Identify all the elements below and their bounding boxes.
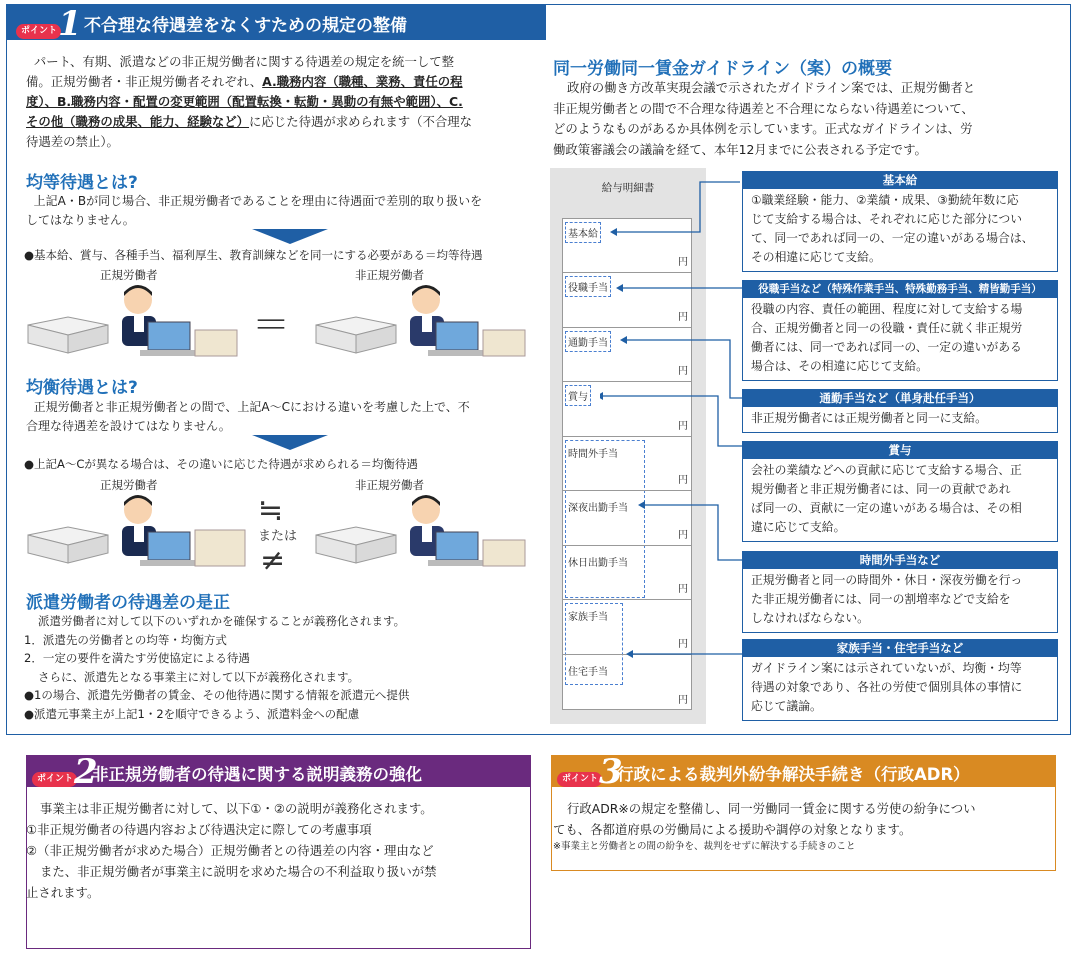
svg-text:または: または (258, 529, 298, 544)
point2-text: 事業主は非正規労働者に対して、以下①・②の説明が義務化されます。 ①非正規労働者の待遇内容および待遇決定に際しての考慮事項 ②（非正規労働者が求めた場合）正規労働者との待遇差の内容・理由など また、非正規労働者が事業主に説明を求めた場合の不利益取り扱いが禁 止されます。 (26, 801, 437, 900)
kinko-regular-worker (28, 495, 245, 566)
slip-row-kazoku: 家族手当 円 (562, 599, 692, 655)
pay-slip-title: 給与明細書 (601, 182, 655, 194)
slip-row-shinya: 深夜出勤手当 円 (562, 490, 692, 546)
kinto-nonregular-label: 非正規労働者 (355, 268, 424, 282)
svg-text:≠: ≠ (260, 543, 286, 578)
kinko-nonregular-label: 非正規労働者 (355, 478, 424, 492)
haken-text: 派遣労働者に対して以下のいずれかを確保することが義務化されます。 1．派遣先の労働者との均等・均衡方式 2．一定の要件を満たす労使協定による待遇 さらに、派遣先となる事業主に対して以下が義務化されます。 ●1の場合、派遣先労働者の賃金、その他待遇に関する情報を派遣元へ提供 ●派遣元事業主が上記1・2を順守できるよう、派遣料金への配慮 (24, 614, 410, 721)
point2-badge: ポイント 2 (32, 757, 98, 787)
slip-row-kyujitsu: 休日出勤手当 円 (562, 545, 692, 600)
box-kihonkyu: 基本給 ①職業経験・能力、②業績・成果、③勤続年数に応 じて支給する場合は、それぞれに応じた部分につい て、同一であれば同一の、一定の違いがある場合は、 その相違に応じて支給。 (742, 171, 1058, 272)
slip-row-yakushoku: 役職手当 円 (562, 272, 692, 328)
connector-lines (600, 160, 760, 680)
kinto-title: 均等待遇とは? (26, 173, 138, 193)
kinto-regular-label: 正規労働者 (100, 268, 158, 282)
slip-row-tsukin: 通勤手当 円 (562, 327, 692, 382)
haken-title: 派遣労働者の待遇差の是正 (26, 593, 230, 613)
kinto-text: 上記A・Bが同じ場合、非正規労働者であることを理由に待遇面で差別的取り扱いを してはなりません。 (26, 194, 483, 227)
slip-row-kihonkyu: 基本給 円 (562, 218, 692, 273)
kinto-bullet: ●基本給、賞与、各種手当、福利厚生、教育訓練などを同一にする必要がある＝均等待遇 (24, 248, 483, 262)
point1-title: 不合理な待遇差をなくすための規定の整備 (84, 16, 407, 36)
point2-header (26, 752, 531, 792)
box-tsukin: 通勤手当など（単身赴任手当） 非正規労働者には正規労働者と同一に支給。 (742, 389, 1058, 433)
point3-badge: ポイント 3 (557, 757, 623, 787)
box-yakushoku: 役職手当など（特殊作業手当、特殊勤務手当、精皆勤手当） 役職の内容、責任の範囲、程度に対して支給する場 合、正規労働者と同一の役職・責任に就く非正規労 働者には、同一であれば同一の、一定の違いがある 場合は、その相違に応じて支給。 (742, 280, 1058, 381)
point3-title: 行政による裁判外紛争解決手続き（行政ADR） (617, 765, 970, 784)
kinto-nonregular-worker (316, 285, 525, 356)
kinto-workers-illustration (20, 280, 545, 370)
guideline-text: 政府の働き方改革実現会議で示されたガイドライン案では、正規労働者と 非正規労働者との間で不合理な待遇差と不合理にならない待遇差について、 どのようなものがあるか具体例を示しています。正式なガイドラインは、労 働政策審議会の議論を経て、本年12月までに公表される予定です。 (553, 80, 976, 157)
point2-title: 非正規労働者の待遇に関する説明義務の強化 (92, 765, 422, 784)
slip-row-jutaku: 住宅手当 円 (568, 667, 688, 706)
point1-badge: ポイント 1 (16, 9, 82, 39)
intro-paragraph: パート、有期、派遣などの非正規労働者に関する待遇差の規定を統一して整 備。正規労働者・非正規労働者それぞれ、A.職務内容（職種、業務、責任の程 度）、B.職務内容・配置の変更範囲（配置転換・転勤・異動の有無や範囲）、C. その他（職務の成果、能力、経験など）に応じた待遇が求められます（不合理な 待遇差の禁止）。 (26, 54, 473, 149)
kinko-workers-illustration (20, 490, 545, 580)
box-jikangai: 時間外手当など 正規労働者と同一の時間外・休日・深夜労働を行っ た非正規労働者には、同一の割増率などで支給を しなければならない。 (742, 551, 1058, 633)
slip-row-shoyo: 賞与 円 (562, 381, 692, 437)
kinko-regular-label: 正規労働者 (100, 478, 158, 492)
box-shoyo: 賞与 会社の業績などへの貢献に応じて支給する場合、正 規労働者と非正規労働者には、同一の貢献であれ ば同一の、貢献に一定の違いがある場合は、その相 違に応じて支給。 (742, 441, 1058, 542)
box-kazoku: 家族手当・住宅手当など ガイドライン案には示されていないが、均衡・均等 待遇の対象であり、各社の労使で個別具体の事情に 応じて議論。 (742, 639, 1058, 721)
kinto-arrow (252, 229, 328, 244)
point3-text: 行政ADR※の規定を整備し、同一労働同一賃金に関する労使の紛争につい ても、各都道府県の労働局による援助や調停の対象となります。 ※事業主と労働者との間の紛争を、裁判をせずに解決する手続きのこと (553, 801, 976, 852)
guideline-title: 同一労働同一賃金ガイドライン（案）の概要 (553, 59, 892, 79)
kinko-title: 均衡待遇とは? (26, 378, 138, 398)
kinko-text: 正規労働者と非正規労働者との間で、上記A～Cにおける違いを考慮した上で、不 合理な待遇差を設けてはなりません。 (26, 400, 470, 433)
kinko-arrow (252, 435, 328, 450)
kinko-bullet: ●上記A～Cが異なる場合は、その違いに応じた待遇が求められる＝均衡待遇 (24, 457, 418, 471)
svg-text:≒: ≒ (258, 493, 284, 528)
point1-header (6, 4, 546, 44)
svg-text:＝: ＝ (252, 303, 291, 347)
slip-row-jikangai: 時間外手当 円 (562, 436, 692, 491)
kinko-nonregular-worker (316, 495, 525, 566)
kinto-regular-worker (28, 285, 237, 356)
point3-header (551, 752, 1056, 792)
